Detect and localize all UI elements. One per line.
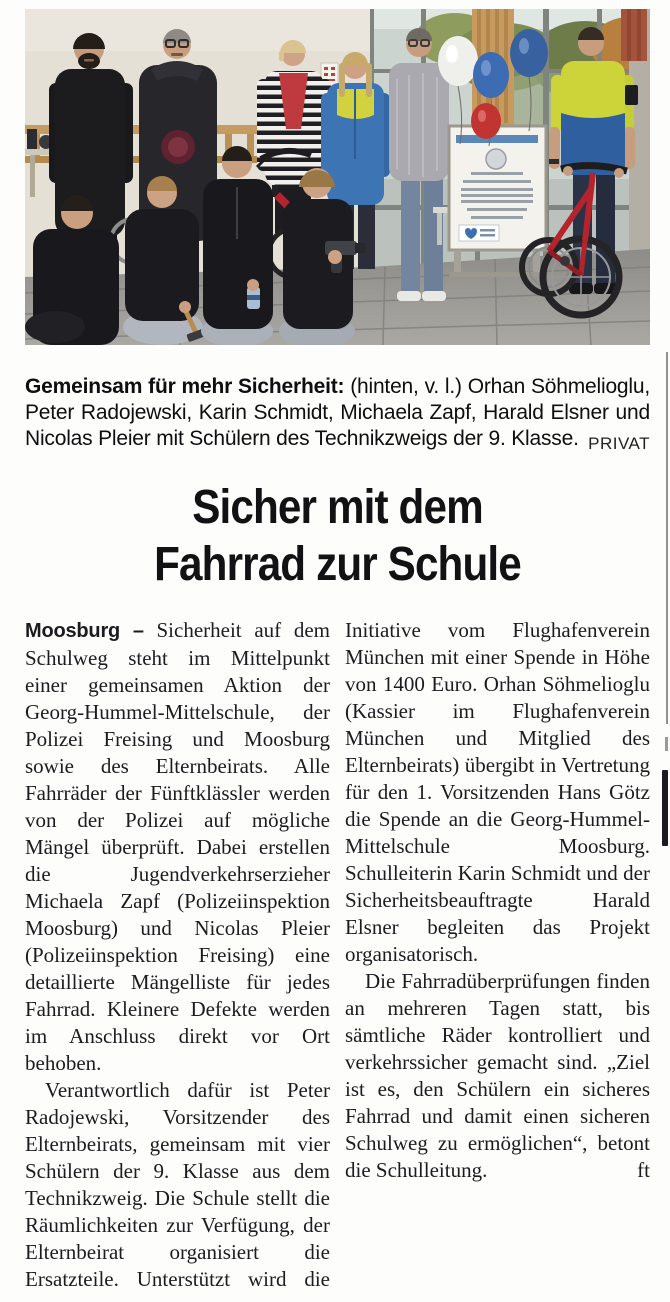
author-initials: ft bbox=[637, 1158, 650, 1182]
headline-line-1: Sicher mit dem bbox=[192, 481, 483, 534]
article-headline bbox=[25, 479, 650, 593]
caption-text: (hinten, v. l.) Orhan Söhmelioglu, Peter Radojewski, Karin Schmidt, Michaela Zapf, Harald Elsner und Nicolas Pleier mit Schülern des Technikzweigs der 9. Klasse. bbox=[25, 375, 650, 450]
paragraph-3-text: Die Fahrradüberprüfungen finden an mehreren Tagen statt, bis sämtliche Räder kontrolliert und verkehrssicher gemacht sind. „Ziel ist es, den Schülern ein sicheres Fahrrad und damit einen sicheren Schulweg zu ermöglichen“, betont die Schulleitung. bbox=[345, 969, 650, 1182]
paragraph-2: Verantwortlich dafür ist Peter Radojewski, Vorsitzender des Elternbeirats, gemeinsam mit vier Schülern der 9. Klasse aus dem Technikzweig. Die Schule stellt die Räumlichkeiten zur Verfügung, der Elternbeirat organisiert die Ersatzteile. Unterstützt wird die Initiative vom Flughafenverein München mit einer Spende in Höhe von 1400 Euro. Orhan Söhmelioglu (Kassier im Flughafenverein München und Mitglied des Elternbeirats) übergibt in Vertretung für den 1. Vorsitzenden Hans Götz die Spende an die Georg-Hummel-Mittelschule Moosburg. Schulleiterin Karin Schmidt und der Sicherheitsbeauftragte Harald Elsner begleiten das Projekt organisatorisch. bbox=[25, 618, 650, 1291]
scan-artifact-tick bbox=[665, 737, 668, 751]
radio bbox=[625, 85, 638, 105]
scan-artifact-bar bbox=[662, 770, 668, 846]
blue-balloon bbox=[510, 29, 548, 77]
white-balloon bbox=[438, 36, 478, 86]
dateline: Moosburg – bbox=[25, 620, 144, 642]
article-photo bbox=[25, 9, 650, 345]
photo-credit: PRIVAT bbox=[588, 434, 650, 453]
paragraph-1-text: Sicherheit auf dem Schulweg steht im Mittelpunkt einer gemeinsamen Aktion der Georg-Hummel-Mittelschule, der Polizei Freising und Moosburg sowie des Elternbeirats. Alle Fahrräder der Fünftklässler werden von der Polizei auf mögliche Mängel überprüft. Dabei erstellen die Jugendverkehrserzieher Michaela Zapf (Polizeiinspektion Moosburg) und Nicolas Pleier (Polizeiinspektion Freising) eine detaillierte Mängelliste für jedes Fahrrad. Kleinere Defekte werden im Anschluss direkt vor Ort behoben. bbox=[25, 618, 330, 1075]
article-body bbox=[25, 617, 650, 1295]
headline-line-2: Fahrrad zur Schule bbox=[154, 538, 521, 591]
photo-caption bbox=[25, 374, 650, 457]
paragraph-1 bbox=[25, 617, 330, 1077]
photo-illustration bbox=[25, 9, 650, 345]
red-curtain bbox=[621, 9, 647, 61]
blue-balloon bbox=[473, 52, 509, 98]
paragraph-3 bbox=[345, 968, 650, 1184]
red-balloon bbox=[471, 103, 501, 139]
flughafenverein-logo bbox=[459, 225, 499, 241]
caption-lead: Gemeinsam für mehr Sicherheit: bbox=[25, 375, 345, 398]
scan-artifact-line bbox=[666, 352, 668, 724]
